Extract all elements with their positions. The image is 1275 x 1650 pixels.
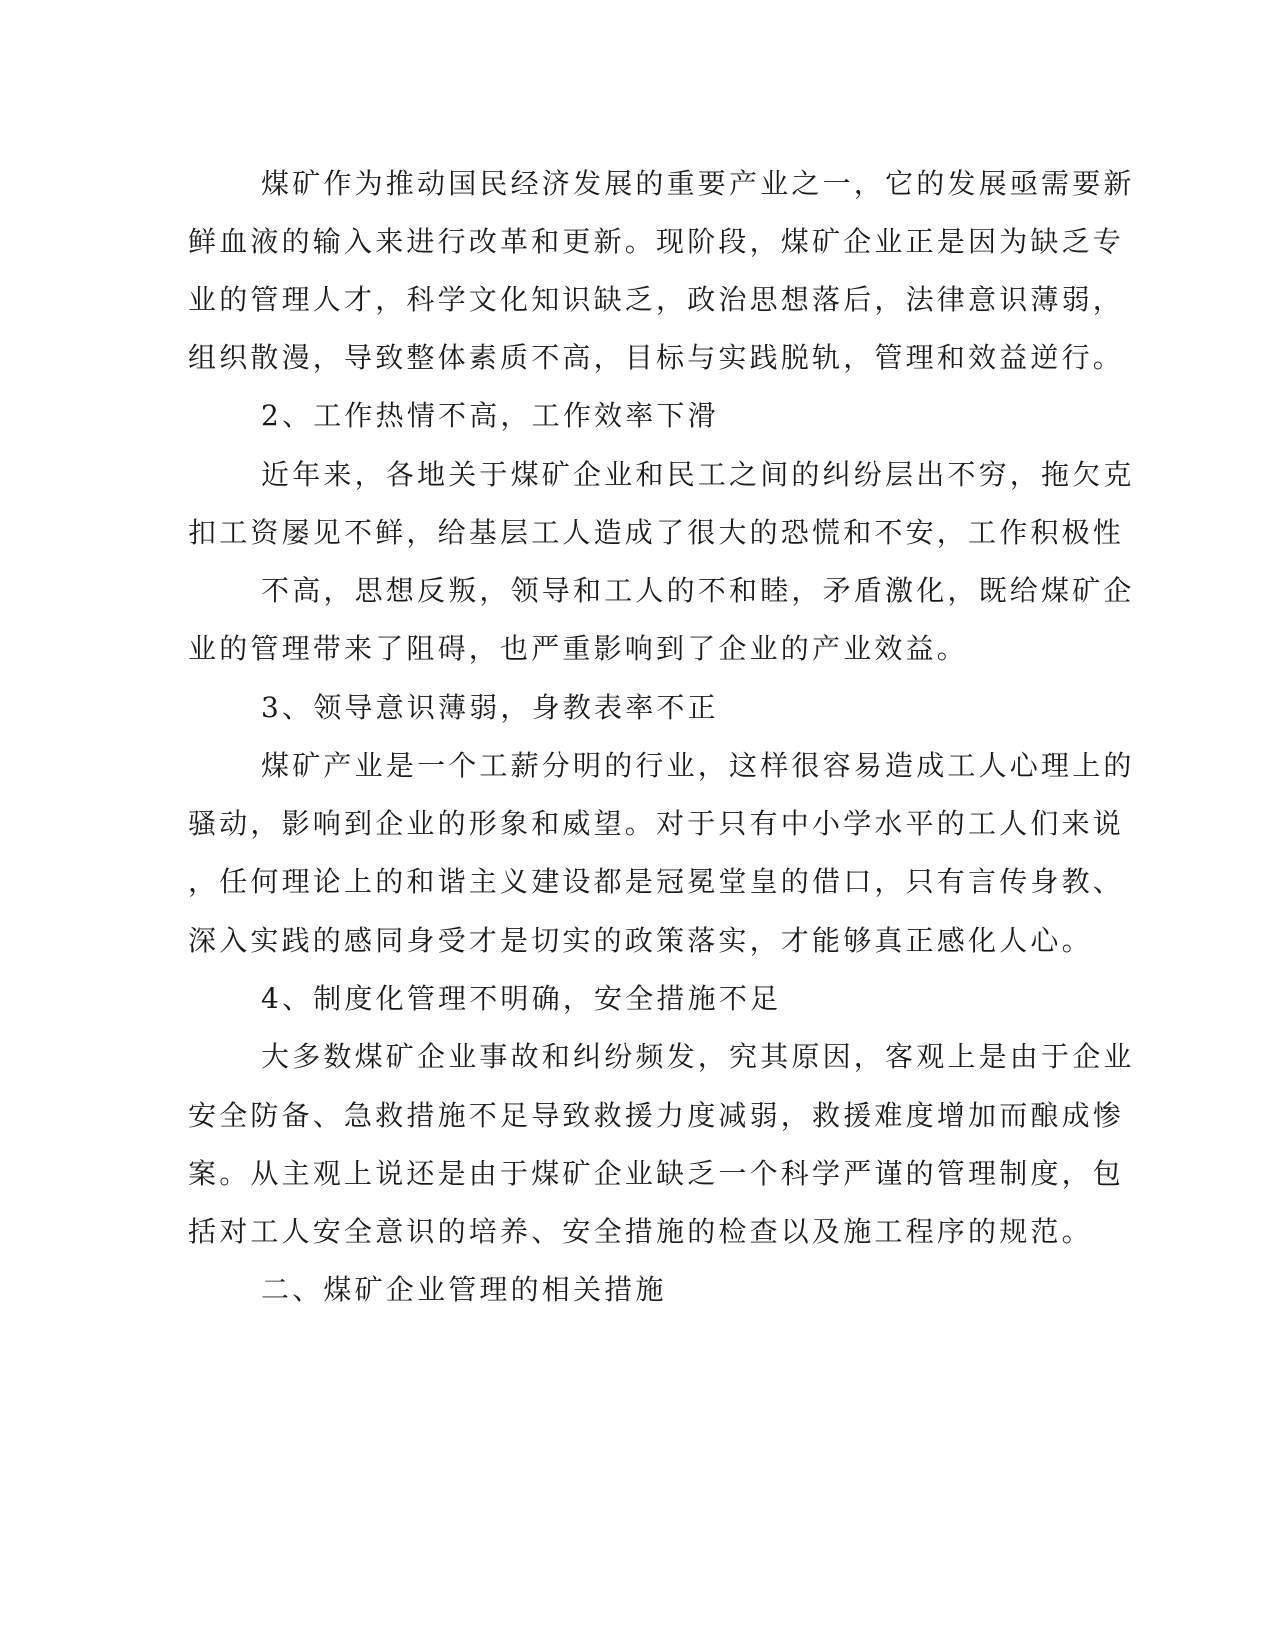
paragraph-line: 业的管理带来了阻碍，也严重影响到了企业的产业效益。 [188,632,969,665]
paragraph-line: 扣工资屡见不鲜，给基层工人造成了很大的恐慌和不安，工作积极性 [188,516,1125,549]
paragraph-line: 案。从主观上说还是由于煤矿企业缺乏一个科学严谨的管理制度，包 [188,1157,1125,1190]
section-heading: 二、煤矿企业管理的相关措施 [261,1273,667,1306]
paragraph-line: 不高，思想反叛，领导和工人的不和睦，矛盾激化，既给煤矿企 [261,574,1135,607]
paragraph-line: 组织散漫，导致整体素质不高，目标与实践脱轨，管理和效益逆行。 [188,341,1125,374]
section-heading: 3、领导意识薄弱，身教表率不正 [261,691,719,724]
paragraph-line: 煤矿产业是一个工薪分明的行业，这样很容易造成工人心理上的 [261,749,1135,782]
paragraph-line: 骚动，影响到企业的形象和威望。对于只有中小学水平的工人们来说 [188,807,1125,840]
paragraph-line: 近年来，各地关于煤矿企业和民工之间的纠纷层出不穷，拖欠克 [261,458,1135,491]
paragraph-line: 安全防备、急救措施不足导致救援力度减弱，救援难度增加而酿成惨 [188,1099,1125,1132]
paragraph-line: 煤矿作为推动国民经济发展的重要产业之一，它的发展亟需要新 [261,167,1135,200]
paragraph-line: 鲜血液的输入来进行改革和更新。现阶段，煤矿企业正是因为缺乏专 [188,225,1125,258]
paragraph-line: 业的管理人才，科学文化知识缺乏，政治思想落后，法律意识薄弱， [188,283,1125,316]
section-heading: 2、工作热情不高，工作效率下滑 [261,399,719,432]
paragraph-line: 大多数煤矿企业事故和纠纷频发，究其原因，客观上是由于企业 [261,1040,1135,1073]
paragraph-line: 括对工人安全意识的培养、安全措施的检查以及施工程序的规范。 [188,1215,1093,1248]
paragraph-line: 深入实践的感同身受才是切实的政策落实，才能够真正感化人心。 [188,924,1093,957]
paragraph-line: ，任何理论上的和谐主义建设都是冠冕堂皇的借口，只有言传身教、 [188,865,1125,898]
section-heading: 4、制度化管理不明确，安全措施不足 [261,982,782,1015]
